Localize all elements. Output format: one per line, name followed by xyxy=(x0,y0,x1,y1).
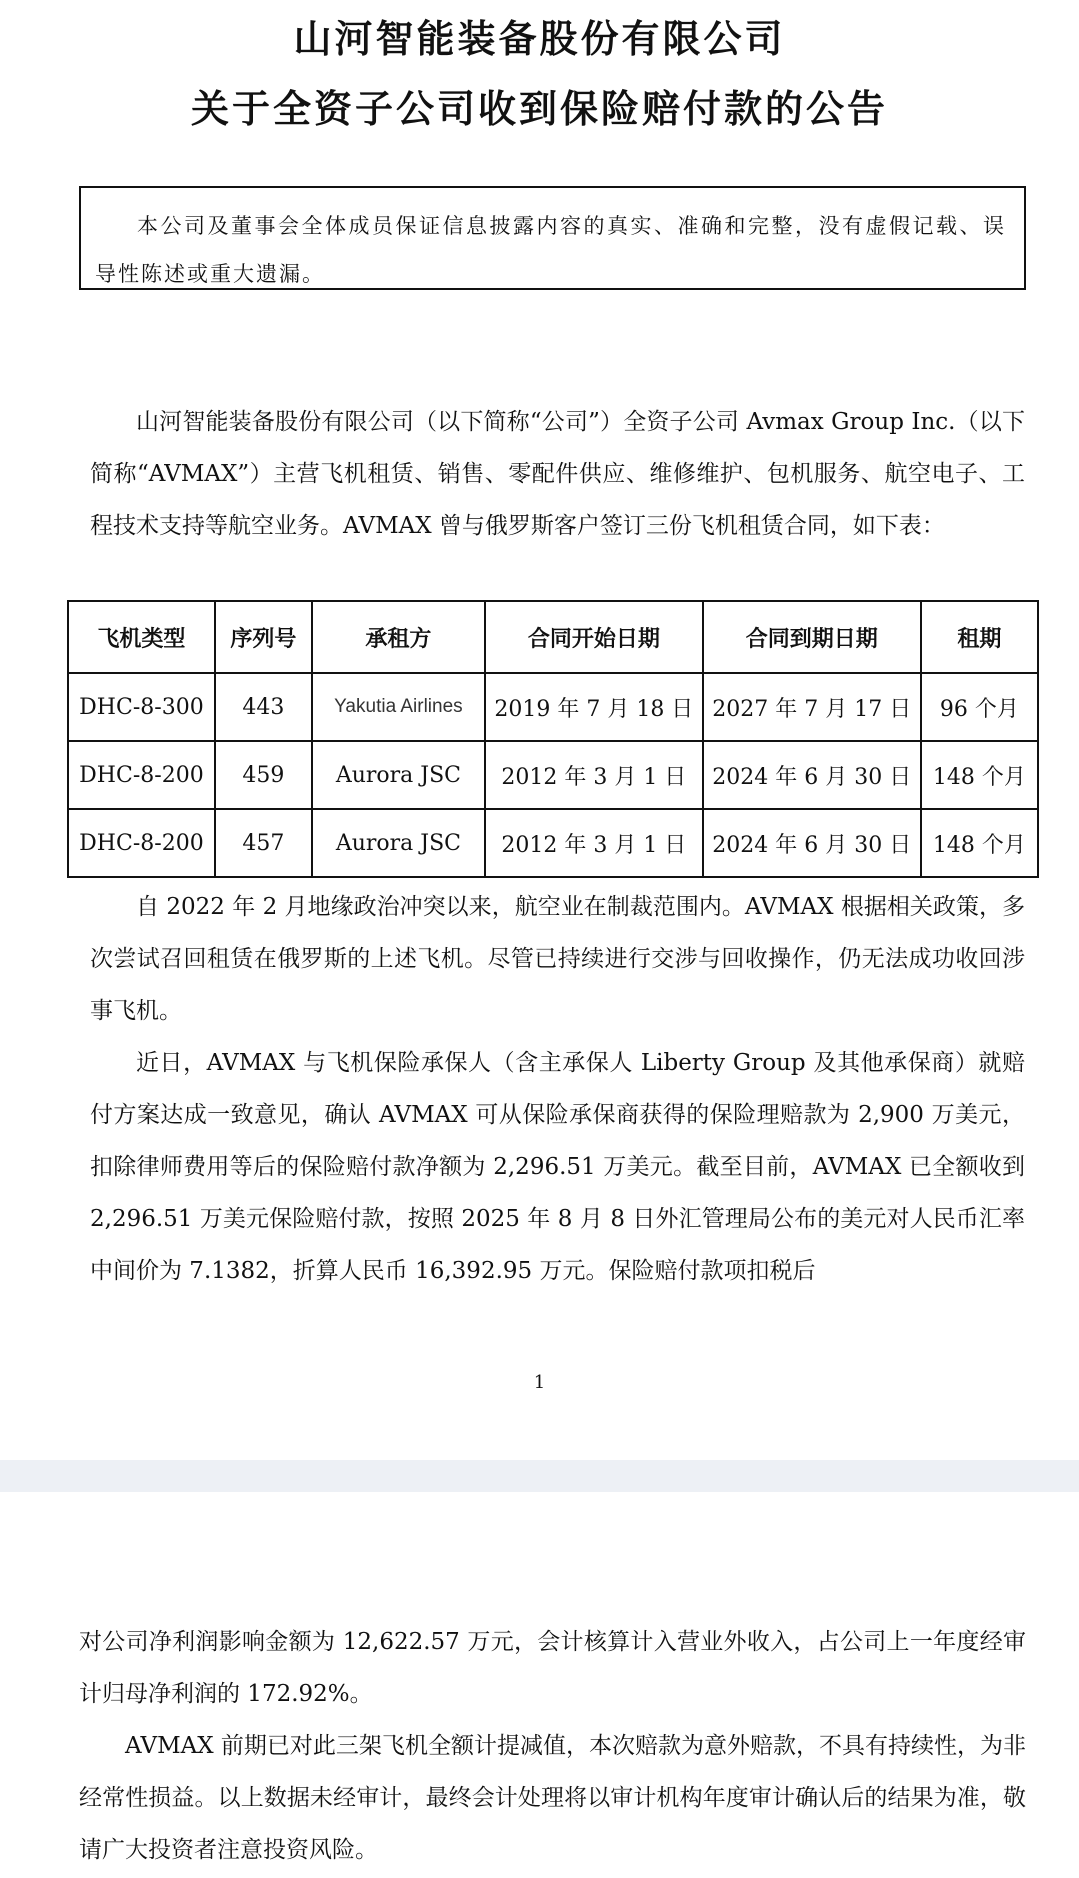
cell-start-date: 2012 年 3 月 1 日 xyxy=(485,809,703,877)
table-row xyxy=(68,741,1038,809)
cell-aircraft-type: DHC-8-200 xyxy=(68,809,215,877)
cell-aircraft-type: DHC-8-300 xyxy=(68,673,215,741)
paragraph-insurance: 近日，AVMAX 与飞机保险承保人（含主承保人 Liberty Group 及其他承保商）就赔付方案达成一致意见，确认 AVMAX 可从保险承保商获得的保险理赔款为 2,900 万美元，扣除律师费用等后的保险赔付款净额为 2,296.51 万美元。截至目前，AVMAX 已全额收到 2,296.51 万美元保险赔付款，按照 2025 年 8 月 8 日外汇管理局公布的美元对人民币汇率中间价为 7.1382，折算人民币 16,392.95 万元。保险赔付款项扣税后 xyxy=(90,1050,1025,1284)
cell-aircraft-type: DHC-8-200 xyxy=(68,741,215,809)
cell-end-date: 2027 年 7 月 17 日 xyxy=(703,673,921,741)
cell-serial-number: 459 xyxy=(215,741,312,809)
paragraph-intro: 山河智能装备股份有限公司（以下简称“公司”）全资子公司 Avmax Group Inc.（以下简称“AVMAX”）主营飞机租赁、销售、零配件供应、维修维护、包机服务、航空电子、工程技术支持等航空业务。AVMAX 曾与俄罗斯客户签订三份飞机租赁合同，如下表： xyxy=(90,409,1025,539)
table-row xyxy=(68,673,1038,741)
cell-end-date: 2024 年 6 月 30 日 xyxy=(703,809,921,877)
announcement-title: 关于全资子公司收到保险赔付款的公告 xyxy=(190,87,888,131)
cell-term: 148 个月 xyxy=(921,741,1038,809)
table-row xyxy=(68,809,1038,877)
cell-lessee: Yakutia Airlines xyxy=(312,673,485,741)
company-title: 山河智能装备股份有限公司 xyxy=(293,17,786,61)
cell-start-date: 2019 年 7 月 18 日 xyxy=(485,673,703,741)
cell-serial-number: 457 xyxy=(215,809,312,877)
cell-start-date: 2012 年 3 月 1 日 xyxy=(485,741,703,809)
page-separator xyxy=(0,1460,1079,1492)
cell-serial-number: 443 xyxy=(215,673,312,741)
lease-table xyxy=(67,600,1039,878)
cell-term: 96 个月 xyxy=(921,673,1038,741)
cell-end-date: 2024 年 6 月 30 日 xyxy=(703,741,921,809)
disclaimer-text: 本公司及董事会全体成员保证信息披露内容的真实、准确和完整，没有虚假记载、误导性陈述或重大遗漏。 xyxy=(95,214,1006,286)
disclaimer-box xyxy=(79,186,1026,290)
header-term: 租期 xyxy=(921,601,1038,673)
header-aircraft-type: 飞机类型 xyxy=(68,601,215,673)
paragraph-accounting-note: AVMAX 前期已对此三架飞机全额计提减值，本次赔款为意外赔款，不具有持续性，为非经常性损益。以上数据未经审计，最终会计处理将以审计机构年度审计确认后的结果为准，敬请广大投资者注意投资风险。 xyxy=(79,1733,1026,1863)
details-section xyxy=(90,881,1025,1297)
cell-term: 148 个月 xyxy=(921,809,1038,877)
header-serial-number: 序列号 xyxy=(215,601,312,673)
table-header-row xyxy=(68,601,1038,673)
header-end-date: 合同到期日期 xyxy=(703,601,921,673)
paragraph-profit-impact: 对公司净利润影响金额为 12,622.57 万元，会计核算计入营业外收入，占公司上一年度经审计归母净利润的 172.92%。 xyxy=(79,1629,1026,1707)
header-lessee: 承租方 xyxy=(312,601,485,673)
cell-lessee: Aurora JSC xyxy=(312,809,485,877)
intro-section xyxy=(90,396,1025,552)
header-start-date: 合同开始日期 xyxy=(485,601,703,673)
paragraph-sanctions: 自 2022 年 2 月地缘政治冲突以来，航空业在制裁范围内。AVMAX 根据相关政策，多次尝试召回租赁在俄罗斯的上述飞机。尽管已持续进行交涉与回收操作，仍无法成功收回涉事飞机。 xyxy=(90,894,1025,1024)
cell-lessee: Aurora JSC xyxy=(312,741,485,809)
continuation-section xyxy=(79,1616,1026,1876)
document-page-2 xyxy=(0,1492,1079,1878)
page-number: 1 xyxy=(533,1372,546,1393)
